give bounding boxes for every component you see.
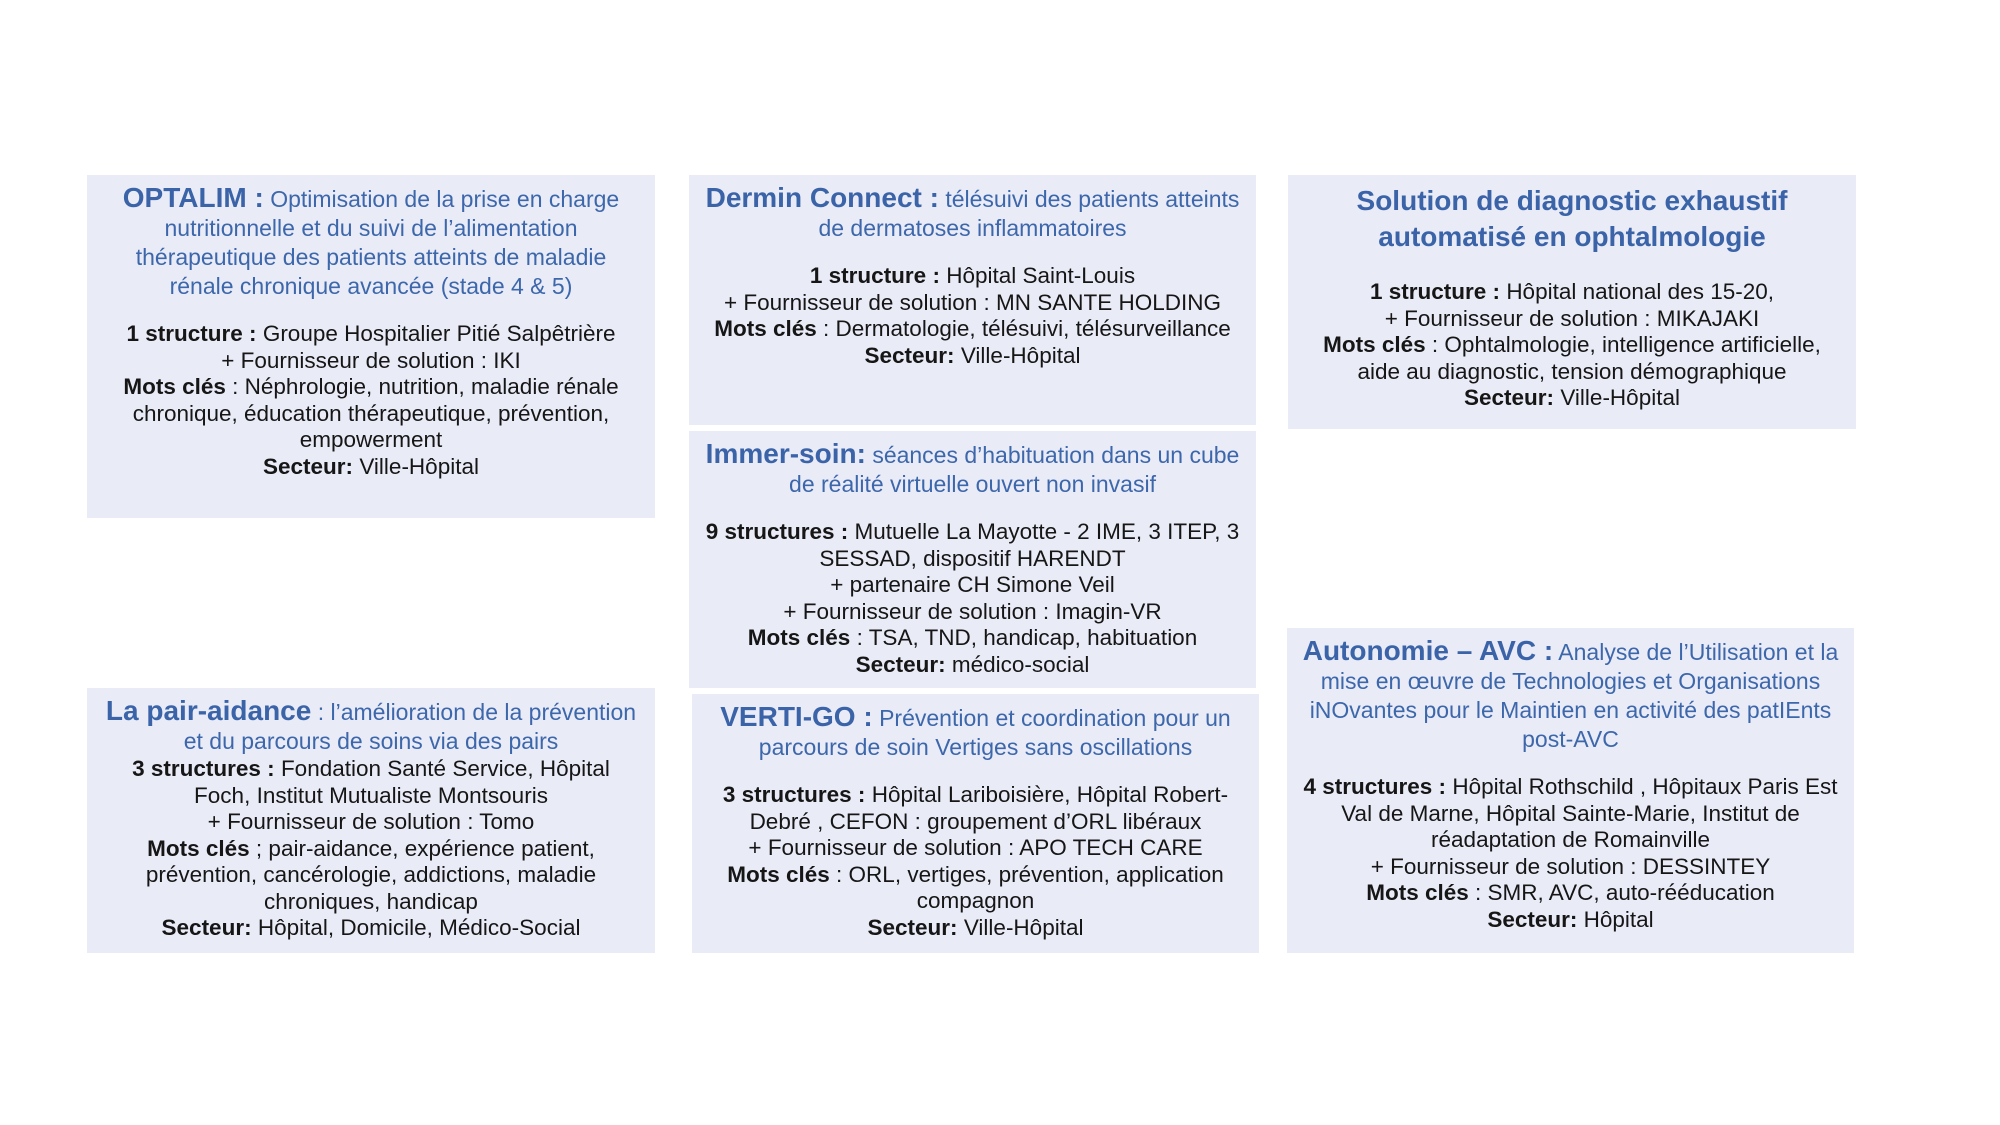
structures-label: 3 structures : (722, 782, 866, 807)
structures-value: Groupe Hospitalier Pitié Salpêtrière (262, 321, 616, 346)
structures-value: Hôpital Rothschild , Hôpitaux Paris Est Val de Marne, Hôpital Sainte-Marie, Institut de réadaptation de Romainville (1341, 774, 1838, 852)
sector-line (1302, 385, 1842, 412)
card-dermin-connect (689, 175, 1256, 425)
structures-value: Hôpital national des 15-20, (1506, 279, 1774, 304)
keywords-value: ; pair-aidance, expérience patient, prévention, cancérologie, addictions, maladie chroniques, handicap (145, 835, 597, 914)
card-verti-go (692, 694, 1259, 953)
sector-value: Ville-Hôpital (963, 914, 1084, 940)
sector-value: Ville-Hôpital (960, 342, 1081, 368)
sector-label: Secteur: (263, 453, 354, 479)
sector-line (101, 915, 641, 942)
keywords-line (1301, 880, 1840, 907)
card-header (1301, 636, 1840, 754)
sector-label: Secteur: (855, 651, 946, 677)
structures-value: Hôpital Lariboisière, Hôpital Robert-Debré , CEFON : groupement d’ORL libéraux (749, 782, 1229, 834)
keywords-value: : Néphrologie, nutrition, maladie rénale chronique, éducation thérapeutique, prévention, empowerment (132, 374, 619, 452)
structures-value: Mutuelle La Mayotte - 2 IME, 3 ITEP, 3 SESSAD, dispositif HARENDT (819, 519, 1240, 571)
card-description: : l’amélioration de la prévention et du parcours de soins via des pairs (183, 699, 637, 754)
card-optalim (87, 175, 655, 518)
sector-value: Hôpital (1583, 906, 1654, 932)
sector-line (101, 454, 641, 481)
card-title: Solution de diagnostic exhaustif automatisé en ophtalmologie (1356, 185, 1788, 252)
keywords-line (703, 625, 1242, 652)
keywords-line (101, 836, 641, 916)
keywords-value: : Dermatologie, télésuivi, télésurveillance (823, 316, 1231, 341)
card-details (101, 321, 641, 480)
sector-value: Hôpital, Domicile, Médico-Social (257, 915, 581, 940)
card-header (703, 439, 1242, 499)
card-ophtalmologie (1288, 175, 1856, 429)
partner-line: + partenaire CH Simone Veil (830, 572, 1115, 597)
keywords-label: Mots clés (1366, 880, 1469, 905)
keywords-line (101, 374, 641, 454)
card-header (101, 183, 641, 301)
structures-label: 1 structure : (126, 321, 257, 346)
structures-line (1302, 279, 1842, 306)
structures-label: 1 structure : (1370, 279, 1501, 304)
supplier-line: + Fournisseur de solution : DESSINTEY (1370, 853, 1771, 879)
card-header (1302, 183, 1842, 255)
supplier-line: + Fournisseur de solution : MIKAJAKI (1384, 305, 1760, 331)
card-description: télésuivi des patients atteints de dermatoses inflammatoires (818, 186, 1240, 241)
sector-line (1301, 907, 1840, 934)
structures-label: 1 structure : (809, 263, 940, 288)
sector-line (706, 915, 1245, 942)
card-title: OPTALIM : (122, 182, 264, 213)
sector-line (703, 652, 1242, 679)
card-title: Autonomie – AVC : (1302, 635, 1554, 666)
structures-label: 4 structures : (1303, 774, 1447, 799)
structures-line (1301, 774, 1840, 854)
structures-value: Hôpital Saint-Louis (946, 263, 1136, 288)
card-title: La pair-aidance (105, 695, 312, 726)
keywords-value: : Ophtalmologie, intelligence artificielle, aide au diagnostic, tension démographique (1357, 332, 1821, 384)
structures-line (101, 756, 641, 809)
keywords-value: : TSA, TND, handicap, habituation (856, 625, 1198, 650)
sector-label: Secteur: (1464, 385, 1555, 410)
sector-label: Secteur: (1487, 906, 1578, 932)
keywords-label: Mots clés (727, 861, 830, 887)
sector-value: Ville-Hôpital (359, 453, 479, 479)
supplier-line: + Fournisseur de solution : IKI (221, 347, 521, 373)
card-details (1302, 279, 1842, 412)
structures-line (706, 782, 1245, 835)
card-autonomie-avc (1287, 628, 1854, 953)
card-description: Optimisation de la prise en charge nutritionnelle et du suivi de l’alimentation thérapeutique des patients atteints de maladie rénale chronique avancée (stade 4 & 5) (135, 186, 620, 299)
supplier-line: + Fournisseur de solution : Tomo (207, 809, 535, 834)
sector-value: médico-social (951, 651, 1090, 677)
structures-line (703, 519, 1242, 572)
keywords-line (703, 316, 1242, 343)
card-details (703, 519, 1242, 678)
card-description: séances d’habituation dans un cube de réalité virtuelle ouvert non invasif (789, 442, 1240, 497)
structures-label: 9 structures : (705, 519, 849, 544)
sector-value: Ville-Hôpital (1560, 385, 1680, 410)
keywords-label: Mots clés (714, 316, 817, 341)
card-details (1301, 774, 1840, 933)
structures-line (101, 321, 641, 348)
keywords-label: Mots clés (747, 625, 851, 650)
structures-line (703, 263, 1242, 290)
keywords-label: Mots clés (147, 835, 250, 861)
card-description: Prévention et coordination pour un parcours de soin Vertiges sans oscillations (758, 705, 1231, 760)
keywords-label: Mots clés (123, 374, 226, 399)
supplier-line: + Fournisseur de solution : MN SANTE HOLDING (723, 289, 1222, 315)
keywords-value: : ORL, vertiges, prévention, application compagnon (836, 861, 1224, 913)
card-title: Immer-soin: (705, 438, 866, 469)
card-details (101, 756, 641, 942)
keywords-line (1302, 332, 1842, 385)
card-pair-aidance (87, 688, 655, 953)
structures-label: 3 structures : (132, 756, 275, 781)
sector-line (703, 343, 1242, 370)
sector-label: Secteur: (161, 915, 252, 940)
supplier-line: + Fournisseur de solution : APO TECH CARE (748, 835, 1203, 860)
card-description: Analyse de l’Utilisation et la mise en œuvre de Technologies et Organisations iNOvantes pour le Maintien en activité des patIEnts post-AVC (1309, 639, 1839, 752)
structures-value: Fondation Santé Service, Hôpital Foch, Institut Mutualiste Montsouris (194, 756, 610, 808)
card-immer-soin (689, 431, 1256, 688)
card-header (706, 702, 1245, 762)
keywords-value: : SMR, AVC, auto-rééducation (1475, 880, 1775, 905)
card-title: VERTI-GO : (720, 701, 873, 732)
card-header (101, 696, 641, 756)
supplier-line: + Fournisseur de solution : Imagin-VR (783, 598, 1162, 624)
card-details (703, 263, 1242, 369)
card-title: Dermin Connect : (705, 182, 939, 213)
keywords-label: Mots clés (1323, 332, 1426, 357)
sector-label: Secteur: (867, 914, 958, 940)
sector-label: Secteur: (864, 342, 955, 368)
keywords-line (706, 862, 1245, 915)
card-details (706, 782, 1245, 941)
card-header (703, 183, 1242, 243)
